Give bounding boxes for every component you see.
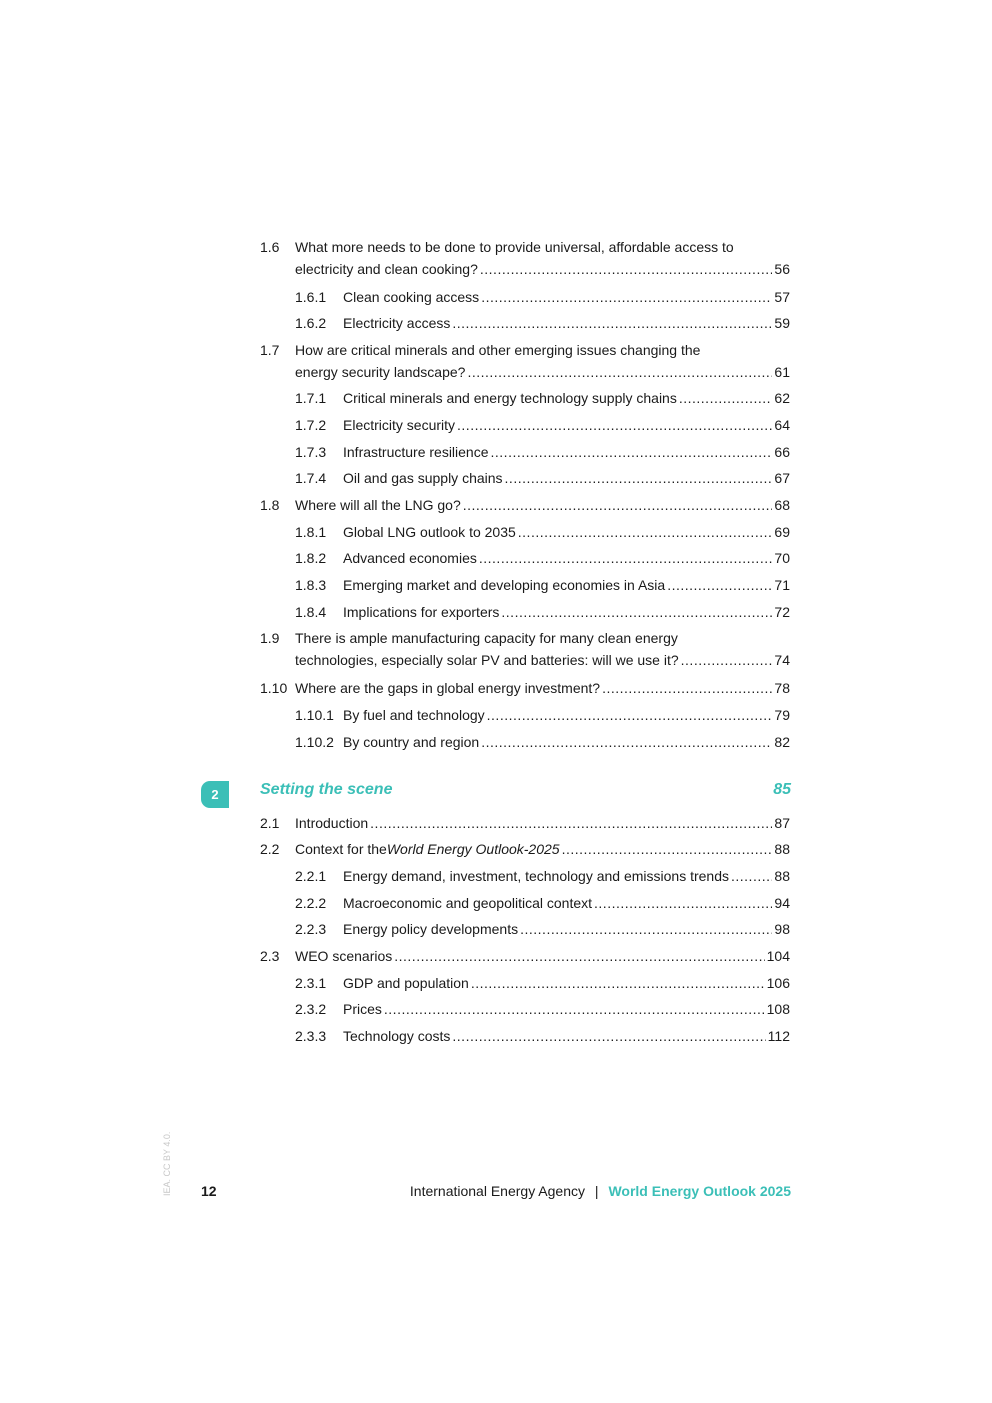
entry-page: 108	[766, 1001, 790, 1017]
toc-entry[interactable]	[260, 946, 790, 966]
toc-entry[interactable]	[260, 813, 790, 833]
entry-page: 64	[774, 417, 790, 433]
entry-number: 1.8.4	[295, 604, 327, 620]
dot-leader	[463, 495, 773, 515]
chapter-badge	[201, 781, 229, 808]
entry-page: 87	[774, 815, 790, 831]
dot-leader	[594, 893, 772, 913]
toc-entry[interactable]	[295, 468, 790, 488]
entry-number: 1.8.1	[295, 524, 327, 540]
entry-title: Global LNG outlook to 2035	[343, 524, 516, 540]
chapter-title: Setting the scene	[260, 781, 393, 798]
entry-page: 66	[774, 444, 790, 460]
entry-page: 112	[767, 1028, 790, 1044]
toc-entry[interactable]	[295, 705, 790, 725]
entry-page: 72	[774, 604, 790, 620]
entry-title: Critical minerals and energy technology supply chains	[343, 390, 677, 406]
entry-page: 88	[774, 868, 790, 884]
toc-entry[interactable]	[260, 650, 790, 670]
entry-page: 104	[766, 948, 790, 964]
dot-leader	[518, 522, 773, 542]
toc-entry[interactable]	[295, 893, 790, 913]
entry-title: Clean cooking access	[343, 289, 480, 305]
entry-page: 68	[774, 497, 790, 513]
dot-leader	[681, 650, 773, 670]
entry-page: 56	[774, 261, 790, 277]
entry-title: electricity and clean cooking?	[295, 261, 478, 277]
entry-title: Prices	[343, 1001, 382, 1017]
dot-leader	[487, 705, 773, 725]
toc-entry-heading[interactable]	[260, 628, 790, 648]
entry-number: 1.10	[260, 680, 288, 696]
toc-entry-heading[interactable]	[260, 340, 790, 360]
dot-leader	[370, 813, 772, 833]
entry-page: 62	[774, 390, 790, 406]
entry-title: Introduction	[295, 815, 369, 831]
toc-entry[interactable]	[295, 999, 790, 1019]
chapter-page: 85	[773, 781, 791, 798]
entry-number: 1.7.3	[295, 444, 327, 460]
entry-number: 2.3.2	[295, 1001, 327, 1017]
dot-leader	[667, 575, 772, 595]
license-note: IEA. CC BY 4.0.	[162, 1131, 172, 1196]
entry-number: 1.7	[260, 342, 280, 358]
entry-number: 2.3.1	[295, 975, 327, 991]
entry-number: 2.1	[260, 815, 280, 831]
entry-number: 2.2.2	[295, 895, 327, 911]
toc-entry-heading[interactable]	[260, 237, 790, 257]
entry-title: Electricity security	[343, 417, 456, 433]
toc-entry[interactable]	[260, 678, 790, 698]
entry-title: Implications for exporters	[343, 604, 500, 620]
entry-number: 2.2.1	[295, 868, 327, 884]
entry-number: 1.8.3	[295, 577, 327, 593]
toc-entry[interactable]	[260, 495, 790, 515]
entry-number: 1.10.1	[295, 707, 334, 723]
entry-title: Electricity access	[343, 315, 451, 331]
toc-entry[interactable]	[295, 732, 790, 752]
entry-page: 61	[774, 364, 790, 380]
chapter-number: 2	[211, 787, 219, 802]
entry-title: Oil and gas supply chains	[343, 470, 503, 486]
dot-leader	[452, 1026, 765, 1046]
dot-leader	[731, 866, 772, 886]
entry-title: Energy demand, investment, technology and emissions trends	[343, 868, 729, 884]
entry-title: There is ample manufacturing capacity for many clean energy	[295, 630, 678, 646]
entry-title: energy security landscape?	[295, 364, 466, 380]
toc-entry[interactable]	[295, 313, 790, 333]
page-number: 12	[201, 1183, 217, 1199]
entry-title: GDP and population	[343, 975, 469, 991]
dot-leader	[480, 259, 773, 279]
entry-page: 78	[774, 680, 790, 696]
toc-entry[interactable]	[295, 388, 790, 408]
entry-page: 82	[774, 734, 790, 750]
entry-title: How are critical minerals and other emerging issues changing the	[295, 342, 701, 358]
entry-number: 1.7.2	[295, 417, 327, 433]
dot-leader	[505, 468, 773, 488]
toc-entry[interactable]	[295, 548, 790, 568]
toc-entry[interactable]	[295, 442, 790, 462]
entry-number: 1.8	[260, 497, 280, 513]
entry-number: 2.2.3	[295, 921, 327, 937]
entry-page: 70	[774, 550, 790, 566]
dot-leader	[501, 602, 772, 622]
entry-page: 94	[774, 895, 790, 911]
toc-entry[interactable]	[260, 259, 790, 279]
dot-leader	[562, 839, 773, 859]
toc-entry[interactable]	[295, 522, 790, 542]
dot-leader	[394, 946, 764, 966]
publisher: International Energy Agency	[409, 1183, 586, 1199]
entry-title: What more needs to be done to provide universal, affordable access to	[295, 239, 734, 255]
entry-title: Energy policy developments	[343, 921, 519, 937]
dot-leader	[479, 548, 773, 568]
dot-leader	[491, 442, 773, 462]
entry-number: 1.10.2	[295, 734, 334, 750]
dot-leader	[481, 732, 772, 752]
dot-leader	[384, 999, 765, 1019]
entry-page: 106	[766, 975, 790, 991]
entry-title: Emerging market and developing economies in Asia	[343, 577, 666, 593]
dot-leader	[457, 415, 772, 435]
dot-leader	[679, 388, 773, 408]
toc-entry[interactable]	[295, 415, 790, 435]
toc-entry[interactable]	[295, 919, 790, 939]
entry-page: 74	[774, 652, 790, 668]
entry-title: Where will all the LNG go?	[295, 497, 461, 513]
dot-leader	[452, 313, 772, 333]
entry-page: 88	[774, 841, 790, 857]
entry-page: 98	[774, 921, 790, 937]
entry-number: 1.6.1	[295, 289, 327, 305]
entry-number: 1.6	[260, 239, 280, 255]
report-title: World Energy Outlook 2025	[608, 1183, 791, 1199]
toc-entry[interactable]	[295, 1026, 790, 1046]
entry-title: Context for the	[295, 841, 387, 857]
entry-page: 79	[774, 707, 790, 723]
dot-leader	[471, 973, 765, 993]
toc-entry[interactable]	[260, 839, 790, 859]
entry-number: 2.2	[260, 841, 280, 857]
entry-page: 59	[774, 315, 790, 331]
dot-leader	[602, 678, 772, 698]
entry-number: 1.7.1	[295, 390, 327, 406]
entry-number: 1.8.2	[295, 550, 327, 566]
entry-title: technologies, especially solar PV and batteries: will we use it?	[295, 652, 679, 668]
entry-number: 2.3.3	[295, 1028, 327, 1044]
entry-title-italic: World Energy Outlook-2025	[386, 841, 560, 857]
toc-entry[interactable]	[295, 602, 790, 622]
entry-title: By country and region	[343, 734, 480, 750]
footer-separator: |	[594, 1183, 599, 1199]
toc-entry[interactable]	[295, 866, 790, 886]
toc-entry[interactable]	[295, 973, 790, 993]
entry-title: Macroeconomic and geopolitical context	[343, 895, 593, 911]
entry-page: 57	[774, 289, 790, 305]
dot-leader	[520, 919, 772, 939]
entry-title: Infrastructure resilience	[343, 444, 489, 460]
entry-number: 2.3	[260, 948, 280, 964]
entry-title: Technology costs	[343, 1028, 451, 1044]
entry-number: 1.6.2	[295, 315, 327, 331]
entry-page: 69	[774, 524, 790, 540]
entry-number: 1.9	[260, 630, 280, 646]
entry-title: Advanced economies	[343, 550, 477, 566]
entry-title: Where are the gaps in global energy investment?	[295, 680, 601, 696]
entry-title: WEO scenarios	[295, 948, 393, 964]
chapter-heading[interactable]	[260, 781, 791, 803]
entry-number: 1.7.4	[295, 470, 327, 486]
dot-leader	[467, 362, 772, 382]
toc-entry[interactable]	[260, 362, 790, 382]
entry-page: 71	[774, 577, 790, 593]
footer	[410, 1183, 791, 1199]
dot-leader	[481, 287, 772, 307]
toc-entry[interactable]	[295, 287, 790, 307]
toc-entry[interactable]	[295, 575, 790, 595]
entry-title: By fuel and technology	[343, 707, 485, 723]
entry-page: 67	[774, 470, 790, 486]
